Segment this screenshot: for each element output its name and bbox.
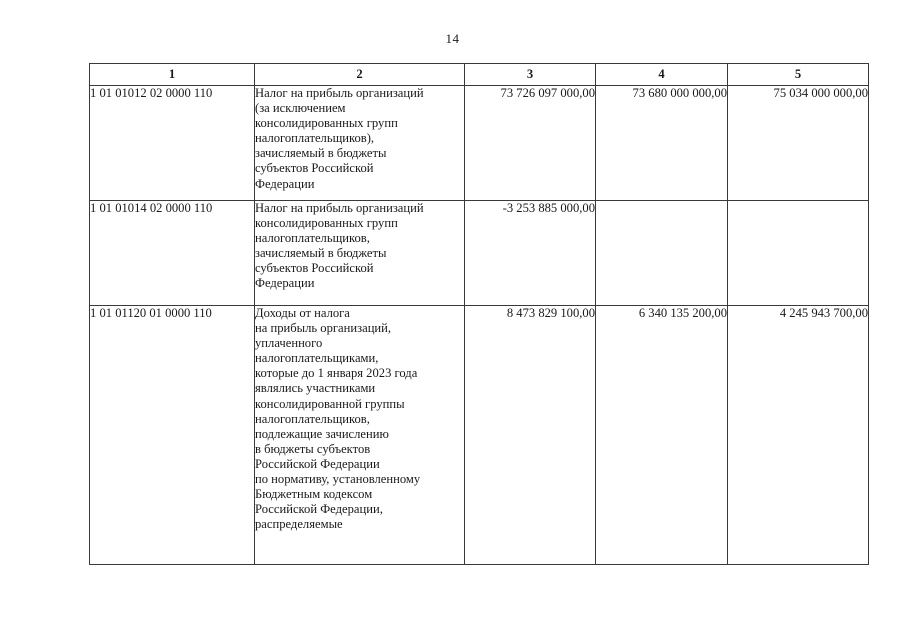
revenue-name-line: консолидированных групп — [255, 116, 398, 131]
revenue-name-line: Российской Федерации — [255, 456, 380, 471]
revenue-name-line: Налог на прибыль организаций — [255, 86, 424, 100]
column-header-5: 5 — [728, 64, 869, 86]
revenue-name-line: налогоплательщиков, — [255, 231, 370, 246]
revenue-name-line: Федерации — [255, 176, 315, 191]
revenue-name-line: Российской Федерации, — [255, 502, 383, 517]
amount-col4-cell: 6 340 135 200,00 — [596, 306, 728, 565]
table-row — [90, 201, 869, 306]
revenue-name-line: подлежащие зачислению — [255, 426, 389, 441]
column-header-3: 3 — [465, 64, 596, 86]
header-row — [90, 64, 869, 86]
revenue-name-line: консолидированной группы — [255, 396, 405, 411]
budget-code-cell: 1 01 01014 02 0000 110 — [90, 201, 255, 306]
amount-col5-cell: 75 034 000 000,00 — [728, 86, 869, 201]
column-header-4: 4 — [596, 64, 728, 86]
revenue-name-line: по нормативу, установленному — [255, 472, 421, 487]
revenue-name-line: (за исключением — [255, 101, 346, 116]
revenue-name-cell — [255, 201, 465, 306]
revenue-name-line: налогоплательщиков, — [255, 411, 370, 426]
revenue-name-line: Бюджетным кодексом — [255, 487, 373, 502]
revenue-name-line: Федерации — [255, 276, 315, 291]
column-header-1: 1 — [90, 64, 255, 86]
revenue-name-line: которые до 1 января 2023 года — [255, 366, 418, 381]
budget-code-cell: 1 01 01120 01 0000 110 — [90, 306, 255, 565]
revenue-name-line: уплаченного — [255, 336, 323, 351]
amount-col3-cell: -3 253 885 000,00 — [465, 201, 596, 306]
page-number: 14 — [445, 31, 460, 46]
revenue-name-line: распределяемые — [255, 517, 343, 532]
amount-col5-cell — [728, 201, 869, 306]
revenue-name-line: в бюджеты субъектов — [255, 441, 371, 456]
amount-col3-cell: 73 726 097 000,00 — [465, 86, 596, 201]
amount-col4-cell: 73 680 000 000,00 — [596, 86, 728, 201]
revenue-name-line: Доходы от налога — [255, 306, 350, 320]
revenue-name-line: консолидированных групп — [255, 216, 398, 231]
amount-col5-cell: 4 245 943 700,00 — [728, 306, 869, 565]
revenue-name-line: зачисляемый в бюджеты — [255, 146, 387, 161]
revenue-name-cell — [255, 86, 465, 201]
revenue-name-cell — [255, 306, 465, 565]
revenue-name-line: субъектов Российской — [255, 161, 374, 176]
revenue-name-line: налогоплательщиками, — [255, 351, 379, 366]
revenue-name-line: на прибыль организаций, — [255, 321, 392, 336]
column-header-2: 2 — [255, 64, 465, 86]
revenue-name-line: зачисляемый в бюджеты — [255, 246, 387, 261]
revenue-name-line: налогоплательщиков), — [255, 131, 375, 146]
budget-revenue-table — [89, 63, 869, 565]
amount-col4-cell — [596, 201, 728, 306]
revenue-name-line: Налог на прибыль организаций — [255, 201, 424, 215]
revenue-name-line: субъектов Российской — [255, 261, 374, 276]
revenue-name-line: являлись участниками — [255, 381, 376, 396]
table-row — [90, 306, 869, 565]
table-row — [90, 86, 869, 201]
budget-code-cell: 1 01 01012 02 0000 110 — [90, 86, 255, 201]
amount-col3-cell: 8 473 829 100,00 — [465, 306, 596, 565]
